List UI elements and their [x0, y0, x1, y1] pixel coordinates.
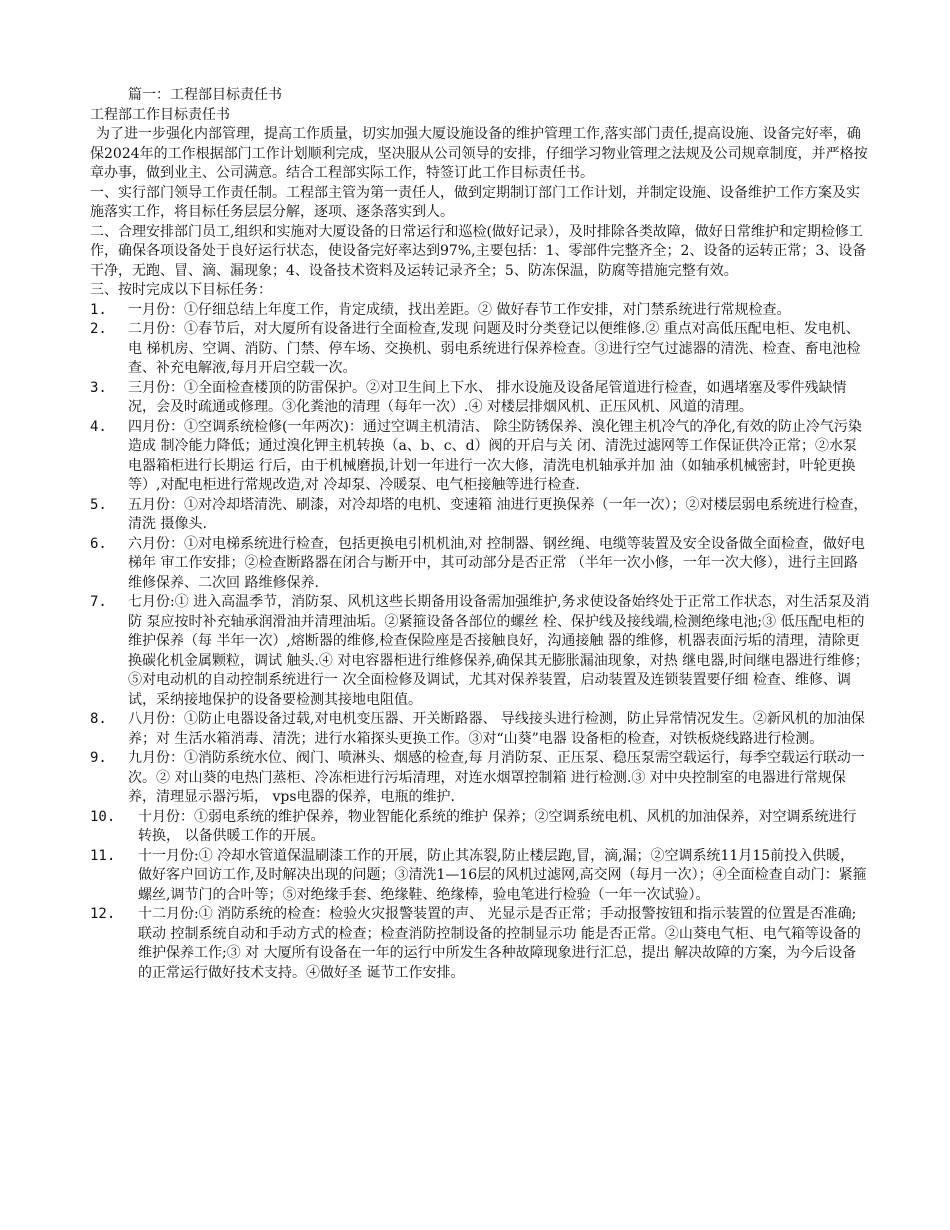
list-item-number: 2. — [90, 321, 107, 337]
list-item-number: 3. — [90, 379, 107, 396]
list-item-text: 九月份：①消防系统水位、阀门、喷淋头、烟感的检查,每 月消防泵、正压泵、稳压泵需空载运行，每季空载运行联动一次。② 对山葵的电热门蒸柜、冷冻柜进行污垢清理，对连水烟罩控制箱 进行检测.③ 对中央控制室的电器进行常规保养，清理显示器污垢， vps电器的保养，电瓶的维护. — [128, 750, 865, 805]
list-item-text: 三月份：①全面检查楼顶的防雷保护。②对卫生间上下水、 排水设施及设备尾管道进行检查，如遇堵塞及零件残缺情况，会及时疏通或修理。③化粪池的清理（每年一次）.④ 对楼层排烟风机、正压风机、风道的清理。 — [128, 379, 847, 415]
list-item — [90, 905, 870, 983]
list-item — [90, 301, 870, 321]
list-item-number: 10. — [90, 808, 116, 825]
list-item-number: 6. — [90, 535, 107, 552]
list-item — [90, 808, 870, 847]
list-item-text: 十月份：①弱电系统的维护保养，物业智能化系统的维护 保养；②空调系统电机、风机的加油保养，对空调系统进行转换， 以备供暖工作的开展。 — [138, 808, 857, 844]
section-one: 一、实行部门领导工作责任制。工程部主管为第一责任人，做到定期制订部门工作计划，并制定设施、设备维护工作方案及实施落实工作，将目标任务层层分解，逐项、逐条落实到人。 — [90, 184, 860, 220]
list-item — [90, 847, 870, 906]
list-item-text: 十一月份:① 冷却水管道保温刷漆工作的开展，防止其冻裂,防止楼层跑,冒，滴,漏；②空调系统11月15前投入供暖， 做好客户回访工作,及时解决出现的问题；③清洗1—16层的风机过滤网,高交网（每月一次）；④全面检查自动门：紧箍螺丝,调节门的合叶等；⑤对绝缘手套、绝缘鞋、绝缘棒，验电笔进行检验（一年一次试验）。 — [138, 847, 867, 903]
list-item-text: 五月份：①对冷却塔清洗、刷漆，对冷却塔的电机、变速箱 油进行更换保养（一年一次）；②对楼层弱电系统进行检查，清洗 摄像头. — [128, 496, 868, 532]
list-item-text: 七月份:① 进入高温季节，消防泵、风机这些长期备用设备需加强维护,务求使设备始终处于正常工作状态，对生活泵及消防 泵应按时补充轴承润滑油并清理油垢。②紧箍设备各部位的螺丝 栓、保护线及接线端,检测绝缘电池;③ 低压配电柜的维护保养（每 半年一次）,熔断器的维修,检查保险座是否接触良好，沟通接触 器的维修，机器表面污垢的清理，清除更换碳化机金属颗粒，调试 触头.④ 对电容器柜进行维修保养,确保其无膨胀漏油现象，对热 继电器,时间继电器进行维修；⑤对电动机的自动控制系统进行一 次全面检修及调试，尤其对保养装置，启动装置及连锁装置要仔细 检查、维修、调试，采纳接地保护的设备要检测其接地电阻值。 — [128, 594, 870, 708]
list-item-text: 八月份：①防止电器设备过载,对电机变压器、开关断路器、 导线接头进行检测，防止异常情况发生。②新风机的加油保养；对 生活水箱消毒、清洗；进行水箱探头更换工作。③对“山葵”电器 设备柜的检查，对铁板烧线路进行检测。 — [128, 711, 865, 747]
list-item-number: 4. — [90, 418, 107, 435]
document-heading: 篇一：工程部目标责任书 — [128, 87, 282, 103]
list-item — [90, 418, 870, 496]
list-item-text: 二月份：①春节后，对大厦所有设备进行全面检查,发现 问题及时分类登记以便维修.② 重点对高低压配电柜、发电机、电 梯机房、空调、消防、门禁、停车场、交换机、弱电系统进行保养检查。③进行空气过滤器的清洗、检查、畜电池检查、补充电解液,每月开启空载一次。 — [128, 321, 861, 376]
list-item-number: 9. — [90, 750, 107, 766]
list-item — [90, 749, 870, 808]
list-item-number: 11. — [90, 847, 116, 864]
intro-paragraph: 为了进一步强化内部管理，提高工作质量，切实加强大厦设施设备的维护管理工作,落实部门责任,提高设施、设备完好率，确保2024年的工作根据部门工作计划顺利完成，坚决服从公司领导的安排，仔细学习物业管理之法规及公司规章制度，并严格按章办事，做到业主、公司满意。结合工程部实际工作，特签订此工作目标责任书。 — [90, 126, 868, 181]
list-item — [90, 320, 870, 379]
list-item-number: 8. — [90, 711, 107, 727]
list-item-text: 六月份：①对电梯系统进行检查，包括更换电引机机油,对 控制器、钢丝绳、电缆等装置及安全设备做全面检查，做好电梯年 审工作安排；②检查断路器在闭合与断开中，其可动部分是否正常 （半年一次小修，一年一次大修），进行主回路维修保养、二次回 路维修保养. — [128, 535, 865, 591]
list-item-number: 5. — [90, 496, 107, 513]
list-item — [90, 496, 870, 535]
list-item — [90, 593, 870, 710]
list-item-number: 7. — [90, 594, 107, 610]
section-three: 三、按时完成以下目标任务： — [90, 282, 272, 298]
list-item — [90, 535, 870, 594]
list-item — [90, 710, 870, 749]
section-two: 二、合理安排部门员工,组织和实施对大厦设备的日常运行和巡检(做好记录），及时排除各类故障，做好日常维护和定期检修工作，确保各项设备处于良好运行状态，使设备完好率达到97%,主要包括：1、零部件完整齐全；2、设备的运转正常；3、设备干净，无跑、冒、滴、漏现象；4、设备技术资料及运转记录齐全；5、防冻保温，防腐等措施完整有效。 — [90, 223, 867, 279]
list-item-text: 一月份：①仔细总结上年度工作，肯定成绩，找出差距。② 做好春节工作安排，对门禁系统进行常规检查。 — [128, 301, 791, 318]
list-item-text: 十二月份:① 消防系统的检查：检验火灾报警装置的声、 光显示是否正常；手动报警按钮和指示装置的位置是否准确;联动 控制系统自动和手动方式的检查；检查消防控制设备的控制显示功 能是否正常。②山葵电气柜、电气箱等设备的维护保养工作;③ 对 大厦所有设备在一年的运行中所发生各种故障现象进行汇总，提出 解决故障的方案，为今后设备的正常运行做好技术支持。④做好圣 诞节工作安排。 — [138, 906, 861, 981]
document-subheading: 工程部工作目标责任书 — [90, 106, 230, 123]
list-item — [90, 379, 870, 418]
list-item-number: 12. — [90, 906, 116, 922]
list-item-text: 四月份：①空调系统检修(一年两次)：通过空调主机清洁、 除尘防锈保养、溴化锂主机冷气的净化,有效的防止冷气污染造成 制冷能力降低；通过溴化钾主机转换（a、b、c、d）阀的开启与关 闭、清洗过滤网等工作保证供冷正常；②水泵电器箱柜进行长期运 行后，由于机械磨损,计划一年进行一次大修，清洗电机轴承并加 油（如轴承机械密封，叶轮更换等）,对配电柜进行常规改造,对 冷却泵、冷暖泵、电气柜接触等进行检查. — [128, 418, 862, 493]
list-item-number: 1. — [90, 301, 107, 318]
